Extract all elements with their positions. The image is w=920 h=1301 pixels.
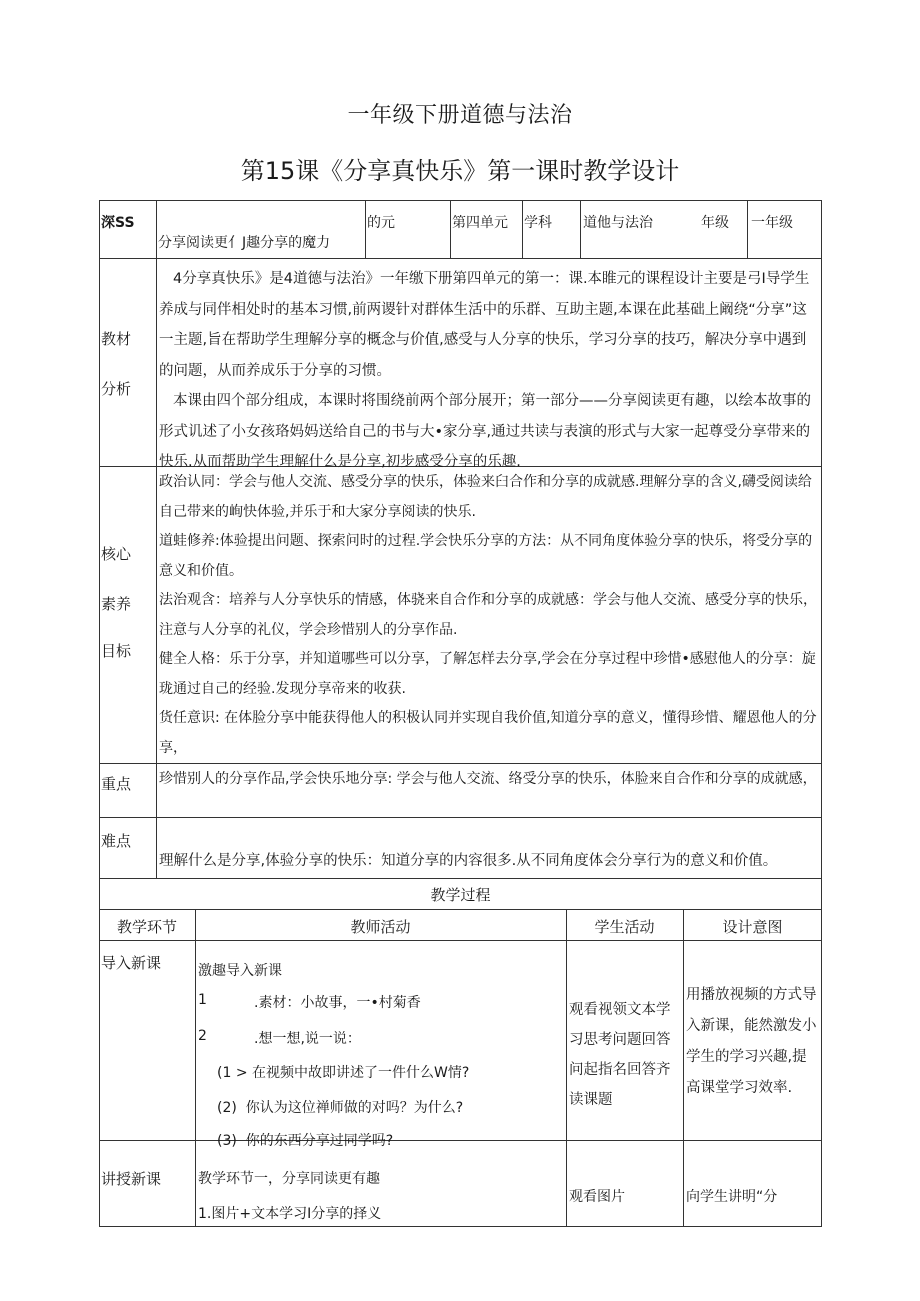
table-rule [821,200,822,1227]
core-label-3: 目标 [101,642,132,660]
table-rule [99,763,822,764]
teacher-item: .素材：小故事，一•村菊香 [254,995,421,1011]
table-rule [99,258,822,259]
student-activity: 观看视领文本学习思考问题回答问起指名回答齐读课题 [569,1002,671,1108]
header-student: 学生活动 [594,918,655,936]
table-rule [99,1226,822,1227]
core-label-2: 素养 [101,595,132,613]
objective-item: 法治观含：培养与人分享快乐的情感，体骁来自合作和分享的成就感：学会与他人交流、感受分享的快乐，注意与人分享的礼仪，学会珍惜别人的分享作品. [159,592,817,638]
analysis-label-2: 分析 [101,380,132,398]
teacher-sub-item: 1.图片+文本学习I分享的择义 [198,1206,382,1222]
table-rule [99,1140,822,1141]
table-rule [683,909,684,1227]
objective-item: 道蛙修养:体验提出问题、探索问时的过程.学会快乐分享的方法：从不同角度体验分享的快乐，将受分享的意义和价值。 [159,533,813,579]
header-intent: 设计意图 [722,918,783,936]
analysis-label-1: 教材 [101,330,132,348]
teacher-question: (1 > 在视频中故即讲述了一件什么W情? [217,1065,470,1081]
stage-import: 导入新课 [101,954,162,972]
teacher-activity-title: 教学环节一，分享同读更有趣 [198,1171,380,1187]
table-rule [195,940,196,1227]
core-objectives [159,468,819,763]
teacher-item: .想一想,说一说： [254,1031,361,1047]
table-rule [99,817,822,818]
table-rule [522,200,523,258]
student-activity: 观看图片 [569,1189,625,1205]
stage-teaching: 讲授新课 [101,1170,162,1188]
core-label-1: 核心 [101,545,132,563]
document-subtitle: 第15课《分享真快乐》第一课时教学设计 [240,157,680,185]
lesson-plan-table [99,200,822,1227]
header-teacher: 教师活动 [350,918,411,936]
table-rule [99,909,822,910]
grade-value: 一年级 [751,215,793,231]
table-rule [99,200,100,1227]
subject-value: 道他与法治 [583,215,653,231]
analysis-text [159,264,819,478]
header-stage: 教学环节 [116,918,177,936]
teacher-item-number: 1 [198,992,207,1008]
info-label: 深SS [101,215,135,231]
objective-item: 货任意识: 在体脸分享中能获得他人的积极认同并实现自我价值,知道分享的意义，懂得珍惜、耀恩他人的分享， [159,710,817,756]
table-rule [580,200,581,258]
table-rule [156,200,157,878]
objective-item: 政治认同：学会与他人交流、感受分享的快乐，体验来臼合作和分享的成就感.理解分享的含义,礴受阅读给自己带来的峋快体验,并乐于和大家分享阅读的快乐. [159,474,812,520]
lesson-topic: 分享阅读更亻J趣分享的魔力 [158,235,331,251]
analysis-paragraph: 本课由四个部分组成，本课时将围绕前两个部分展开；第一部分——分享阅读更有趣，以绘本故事的形式讥述了小女孩珞妈妈送给自己的书与大•家分享,通过共读与表演的形式与大家一起尊受分享带来的快乐.从而帮助学生理解什么是分享,初步感受分享的乐趣. [159,393,811,470]
table-rule [566,909,567,1227]
table-rule [450,200,451,258]
teacher-question: (3) 你的东西分享过同学吗? [217,1133,394,1149]
design-intent: 向学生讲明“分 [686,1189,778,1205]
unit-value: 第四单元 [452,215,508,231]
table-rule [747,200,748,258]
key-point-label: 重点 [101,775,132,793]
objective-item: 健全人格：乐于分享，并知道哪些可以分享，了解怎样去分享,学会在分享过程中珍惜•感慰他人的分享：旋珑通过自己的经验.发现分享帝来的收获. [159,651,816,697]
document-title: 一年级下册道德与法治 [347,103,573,128]
table-rule [99,878,822,879]
unit-label: 的元 [367,215,395,231]
table-rule [365,200,366,258]
teacher-item-number: 2 [198,1028,207,1044]
key-point-text: 珍惜别人的分享作品,学会快乐地分享: 学会与他人交流、络受分享的快乐，体脸来自合作和分享的成就感， [159,771,817,787]
difficulty-label: 难点 [101,832,132,850]
design-intent: 用播放视频的方式导入新课，能然激发小学生的学习兴趣,提高课堂学习效率. [686,987,817,1096]
difficulty-text: 理解什么是分享,体验分享的快乐：知道分享的内容很多.从不同角度体会分享行为的意义和价值。 [159,853,778,869]
teacher-question: (2) 你认为这位禅师做的对吗？为什么? [217,1100,464,1116]
analysis-paragraph: 4分享真快乐》是4道德与法治》一年缴下册第四单元的第一：课.本睢元的课程设计主要是弓I导学生养成与同伴相处时的基本习惯,前两谡针对群体生活中的乐群、互助主题,本课在此基础上阚绕“分享”这一主题,旨在帮助学生理解分享的概念与价值,感受与人分享的快乐，学习分享的技巧，解决分享中遇到的问题，从而养成乐于分享的习惯。 [159,271,810,379]
table-rule [99,940,822,941]
table-rule [99,200,822,201]
process-title: 教学过程 [430,886,491,904]
grade-label: 年级 [701,215,729,231]
subject-label: 学科 [524,215,552,231]
teacher-activity-title: 激趣导入新课 [198,963,282,979]
